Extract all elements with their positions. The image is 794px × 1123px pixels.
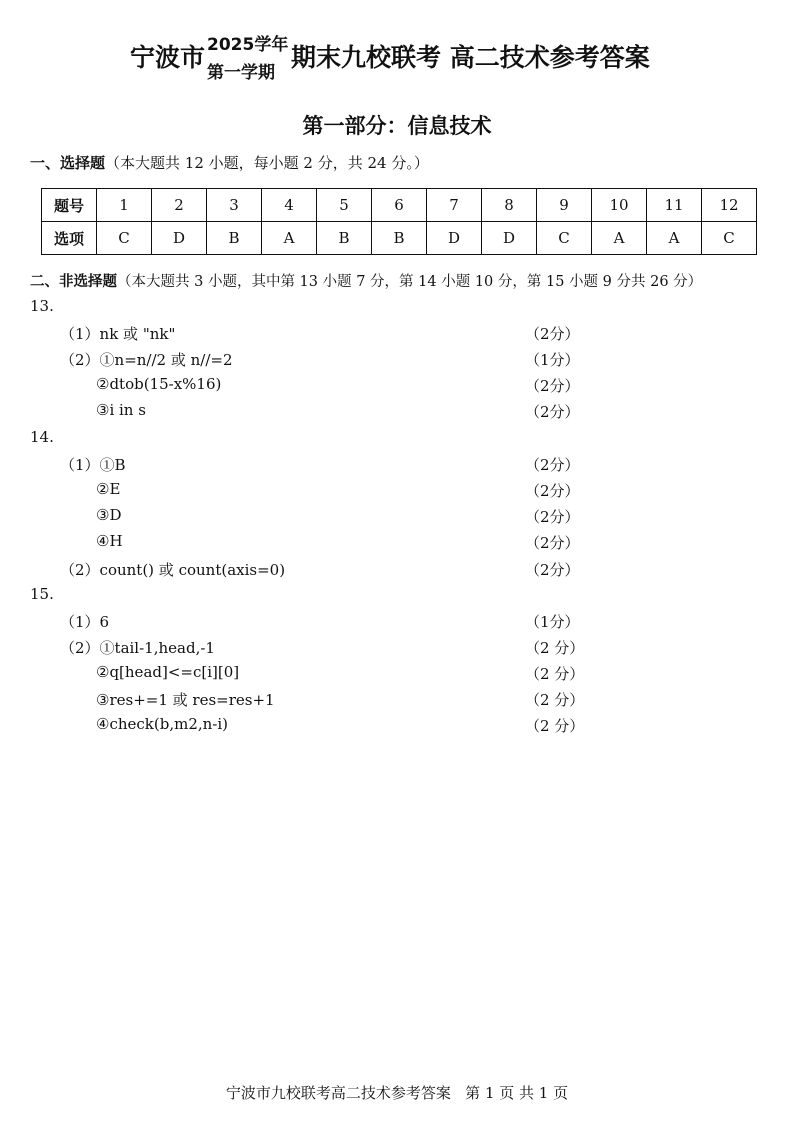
answer-cell: B bbox=[372, 222, 427, 255]
title-year: 2025学年 bbox=[207, 35, 289, 55]
question-13-number: 13. bbox=[30, 297, 54, 315]
q13-score: （2分） bbox=[525, 377, 580, 395]
answer-cell: D bbox=[152, 222, 207, 255]
q13-answer-line: （2）①n=n//2 或 n//=2 bbox=[60, 351, 233, 369]
q15-score: （2 分） bbox=[525, 665, 585, 683]
answer-cell: A bbox=[647, 222, 702, 255]
title-city: 宁波市 bbox=[130, 43, 206, 72]
question-number-cell: 6 bbox=[372, 189, 427, 222]
q15-answer-line: （1）6 bbox=[60, 613, 110, 631]
answer-table-number-row bbox=[42, 189, 757, 222]
q14-score: （2分） bbox=[525, 561, 580, 579]
answer-cell: A bbox=[262, 222, 317, 255]
q15-score: （2 分） bbox=[525, 639, 585, 657]
q14-answer-line: ④H bbox=[96, 532, 123, 550]
row-label-number: 题号 bbox=[42, 189, 97, 222]
answer-cell: A bbox=[592, 222, 647, 255]
q15-answer-line: ④check(b,m2,n-i) bbox=[96, 715, 229, 733]
q15-answer-line: ②q[head]<=c[i][0] bbox=[96, 663, 240, 681]
answer-table bbox=[41, 188, 757, 255]
q15-answer-line: （2）①tail-1,head,-1 bbox=[60, 639, 215, 657]
answer-cell: C bbox=[537, 222, 592, 255]
q13-score: （2分） bbox=[525, 325, 580, 343]
question-number-cell: 5 bbox=[317, 189, 372, 222]
question-number-cell: 11 bbox=[647, 189, 702, 222]
answer-cell: C bbox=[97, 222, 152, 255]
row-label-answer: 选项 bbox=[42, 222, 97, 255]
answer-cell: D bbox=[482, 222, 537, 255]
q14-answer-line: （2）count() 或 count(axis=0) bbox=[60, 561, 286, 579]
question-number-cell: 8 bbox=[482, 189, 537, 222]
q15-score: （2 分） bbox=[525, 717, 585, 735]
q13-score: （1分） bbox=[525, 351, 580, 369]
question-number-cell: 10 bbox=[592, 189, 647, 222]
q14-score: （2分） bbox=[525, 482, 580, 500]
q14-answer-line: ②E bbox=[96, 480, 121, 498]
part-title: 第一部分：信息技术 bbox=[302, 114, 492, 138]
q15-score: （2 分） bbox=[525, 691, 585, 709]
q14-score: （2分） bbox=[525, 534, 580, 552]
q14-answer-line: ③D bbox=[96, 506, 122, 524]
q14-answer-line: （1）①B bbox=[60, 456, 126, 474]
question-number-cell: 1 bbox=[97, 189, 152, 222]
section2-title: 二、非选择题 bbox=[30, 274, 117, 290]
q14-score: （2分） bbox=[525, 508, 580, 526]
answer-table-answer-row bbox=[42, 222, 757, 255]
answer-cell: D bbox=[427, 222, 482, 255]
section1-title: 一、选择题 bbox=[30, 154, 106, 172]
title-term: 第一学期 bbox=[207, 63, 275, 83]
q15-answer-line: ③res+=1 或 res=res+1 bbox=[96, 691, 275, 709]
question-number-cell: 3 bbox=[207, 189, 262, 222]
question-number-cell: 12 bbox=[702, 189, 757, 222]
question-number-cell: 2 bbox=[152, 189, 207, 222]
question-number-cell: 7 bbox=[427, 189, 482, 222]
answer-cell: C bbox=[702, 222, 757, 255]
answer-cell: B bbox=[207, 222, 262, 255]
q13-answer-line: ②dtob(15-x%16) bbox=[96, 375, 222, 393]
q13-answer-line: ③i in s bbox=[96, 401, 146, 419]
q13-score: （2分） bbox=[525, 403, 580, 421]
question-14-number: 14. bbox=[30, 428, 54, 446]
q15-score: （1分） bbox=[525, 613, 580, 631]
q13-answer-line: （1）nk 或 "nk" bbox=[60, 325, 176, 343]
title-exam: 期末九校联考 高二技术参考答案 bbox=[291, 43, 650, 72]
question-number-cell: 9 bbox=[537, 189, 592, 222]
page-footer: 宁波市九校联考高二技术参考答案 第 1 页 共 1 页 bbox=[225, 1084, 569, 1102]
section2-note: （本大题共 3 小题，其中第 13 小题 7 分，第 14 小题 10 分，第 15 小题 9 分共 26 分） bbox=[117, 274, 703, 290]
section1-note: （本大题共 12 小题，每小题 2 分，共 24 分。） bbox=[105, 154, 429, 172]
answer-cell: B bbox=[317, 222, 372, 255]
section1-heading bbox=[30, 152, 429, 173]
section2-heading bbox=[30, 270, 702, 291]
question-number-cell: 4 bbox=[262, 189, 317, 222]
question-15-number: 15. bbox=[30, 585, 54, 603]
q14-score: （2分） bbox=[525, 456, 580, 474]
